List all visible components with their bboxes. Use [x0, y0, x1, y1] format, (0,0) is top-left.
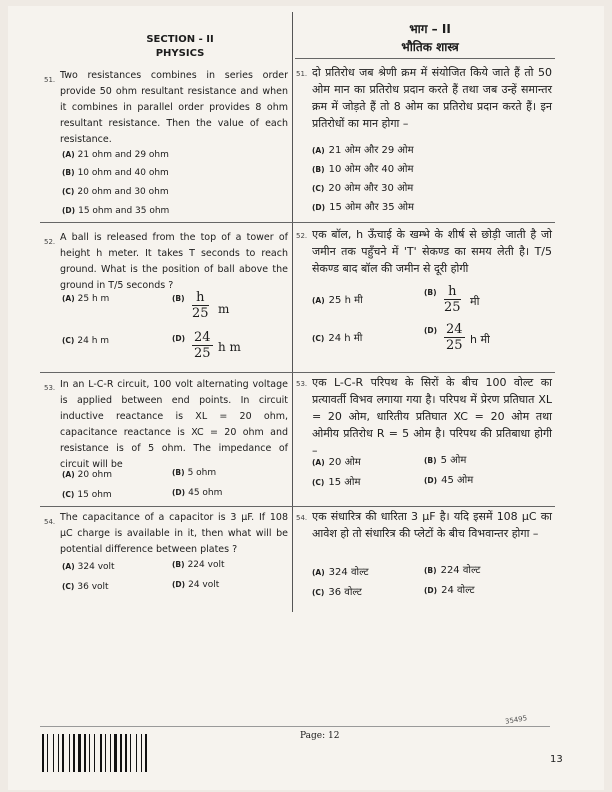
column-divider	[292, 12, 293, 612]
barcode-bar	[100, 734, 102, 772]
option-en: (A) 20 ohm	[62, 470, 112, 480]
option-hi: (A) 324 वोल्ट	[312, 567, 369, 578]
question-number: 51.	[44, 76, 56, 84]
option-en: (A) 324 volt	[62, 562, 115, 572]
page-number: 13	[550, 754, 563, 765]
question-text-hi: एक L-C-R परिपथ के सिरों के बीच 100 वोल्ट का प्रत्यावर्ती विभव लगाया गया है। परिपथ में प्रेरण प्रतिघात XL = 20 ओम, धारितीय प्रतिघात XC = 20 ओम तथा ओमीय प्रतिरोध R = 5 ओम है। परिपथ की प्रतिबाधा होगी –	[312, 376, 552, 457]
question-text-en: Two resistances combines in series order provide 50 ohm resultant resistance and when it combines in parallel order provides 8 ohm resultant resistance. Then the value of each resistance.	[60, 70, 288, 145]
option-en: (D) 15 ohm and 35 ohm	[62, 206, 170, 216]
question-separator	[40, 506, 555, 507]
barcode-bar	[125, 734, 127, 772]
barcode-bar	[136, 734, 137, 772]
barcode-bar	[42, 734, 44, 772]
unit-label: h m	[218, 340, 241, 354]
question-number: 52.	[296, 232, 308, 240]
question-text-en: The capacitance of a capacitor is 3 μF. If 108 μC charge is available in it, then what will be potential difference between plates ?	[60, 512, 288, 555]
barcode	[42, 734, 172, 772]
unit-label: m	[218, 302, 230, 316]
option-hi: (D) 15 ओम और 35 ओम	[312, 202, 414, 213]
option-en: (C) 24 h m	[62, 336, 110, 346]
section-heading-en: SECTION - II	[146, 34, 214, 45]
corner-code: 35495	[504, 714, 528, 726]
barcode-bar	[110, 734, 111, 772]
question-text-en: In an L-C-R circuit, 100 volt alternating voltage is applied between end points. In circuit inductive reactance is XL = 20 ohm, capacitance reactance is XC = 20 ohm and resistance is of 5 ohm. The impedance of circuit will be	[60, 379, 288, 470]
option-en: (C) 15 ohm	[62, 490, 112, 500]
barcode-bar	[89, 734, 90, 772]
fraction-option-d: $\frac{24}{25}$	[194, 330, 211, 361]
question-number: 53.	[296, 380, 308, 388]
question-text-hi: एक संधारित्र की धारिता 3 μF है। यदि इसमें 108 μC का आवेश हो तो संधारित्र की प्लेटों के बीच विभवान्तर होगा –	[312, 510, 552, 540]
barcode-bar	[105, 734, 106, 772]
option-hi: (A) 25 h मी	[312, 295, 363, 306]
option-en: (D) 24 volt	[172, 580, 220, 590]
question-text-hi: दो प्रतिरोध जब श्रेणी क्रम में संयोजित किये जाते हैं तो 50 ओम मान का प्रतिरोध प्रदान करते हैं तथा जब उन्हें समान्तर क्रम में जोड़ते हैं तो 8 ओम का प्रतिरोध प्रदान करते हैं। इन प्रतिरोधों का मान होगा –	[312, 66, 552, 130]
option-hi: (B) 10 ओम और 40 ओम	[312, 164, 414, 175]
question-separator	[40, 372, 555, 373]
option-hi: (A) 20 ओम	[312, 457, 361, 468]
fraction-option-b: $\frac{h}{25}$	[192, 290, 209, 321]
option-en: (B) 10 ohm and 40 ohm	[62, 168, 169, 178]
barcode-bar	[53, 734, 54, 772]
barcode-bar	[73, 734, 75, 772]
barcode-bar	[69, 734, 70, 772]
question-number: 51.	[296, 70, 308, 78]
question-number: 54.	[296, 514, 308, 522]
barcode-bar	[130, 734, 131, 772]
subject-heading-hi: भौतिक शास्त्र	[401, 40, 459, 54]
unit-label: मी	[470, 295, 480, 308]
option-en: (C) 20 ohm and 30 ohm	[62, 187, 169, 197]
option-hi: (C) 15 ओम	[312, 477, 361, 488]
question-separator	[40, 222, 555, 223]
option-hi: (D) 24 वोल्ट	[424, 585, 475, 596]
question-text-en: A ball is released from the top of a tower of height h meter. It takes T seconds to reach ground. What is the position of ball above the ground in T/5 seconds ?	[60, 232, 288, 291]
page-label: Page: 12	[300, 731, 340, 741]
option-en: (A) 25 h m	[62, 294, 110, 304]
option-hi: (B) 224 वोल्ट	[424, 565, 481, 576]
option-hi: (B) 5 ओम	[424, 455, 467, 466]
barcode-bar	[120, 734, 122, 772]
option-en: (C) 36 volt	[62, 582, 109, 592]
option-en: (A) 21 ohm and 29 ohm	[62, 150, 169, 160]
option-hi: (C) 36 वोल्ट	[312, 587, 362, 598]
option-label-hi: (B)	[424, 288, 437, 297]
barcode-bar	[78, 734, 81, 772]
question-number: 52.	[44, 238, 56, 246]
question-number: 53.	[44, 384, 56, 392]
barcode-bar	[141, 734, 142, 772]
option-hi: (A) 21 ओम और 29 ओम	[312, 145, 414, 156]
barcode-bar	[145, 734, 147, 772]
fraction-option-d-hi: $\frac{24}{25}$	[446, 322, 463, 353]
barcode-bar	[58, 734, 59, 772]
barcode-bar	[62, 734, 64, 772]
option-en: (B) 5 ohm	[172, 468, 217, 478]
subject-heading-en: PHYSICS	[155, 48, 205, 59]
barcode-bar	[84, 734, 86, 772]
question-text-hi: एक बॉल, h ऊँचाई के खम्भे के शीर्ष से छोड़ी जाती है जो जमीन तक पहुँचने में 'T' सेकण्ड का समय लेती है। T/5 सेकण्ड बाद बॉल की जमीन से दूरी होगी	[312, 228, 552, 275]
option-en: (D) 45 ohm	[172, 488, 223, 498]
footer-rule	[40, 726, 550, 727]
unit-label: h मी	[470, 333, 490, 346]
option-hi: (C) 20 ओम और 30 ओम	[312, 183, 414, 194]
option-label-hi: (D)	[424, 326, 438, 335]
section-heading-hi: भाग – II	[409, 22, 451, 36]
question-number: 54.	[44, 518, 56, 526]
option-label-en: (D)	[172, 334, 186, 343]
barcode-bar	[94, 734, 95, 772]
option-hi: (C) 24 h मी	[312, 333, 363, 344]
option-hi: (D) 45 ओम	[424, 475, 474, 486]
barcode-bar	[47, 734, 48, 772]
header-rule	[295, 58, 555, 59]
option-label-en: (B)	[172, 294, 185, 303]
barcode-bar	[114, 734, 117, 772]
fraction-option-b-hi: $\frac{h}{25}$	[444, 284, 461, 315]
option-en: (B) 224 volt	[172, 560, 225, 570]
